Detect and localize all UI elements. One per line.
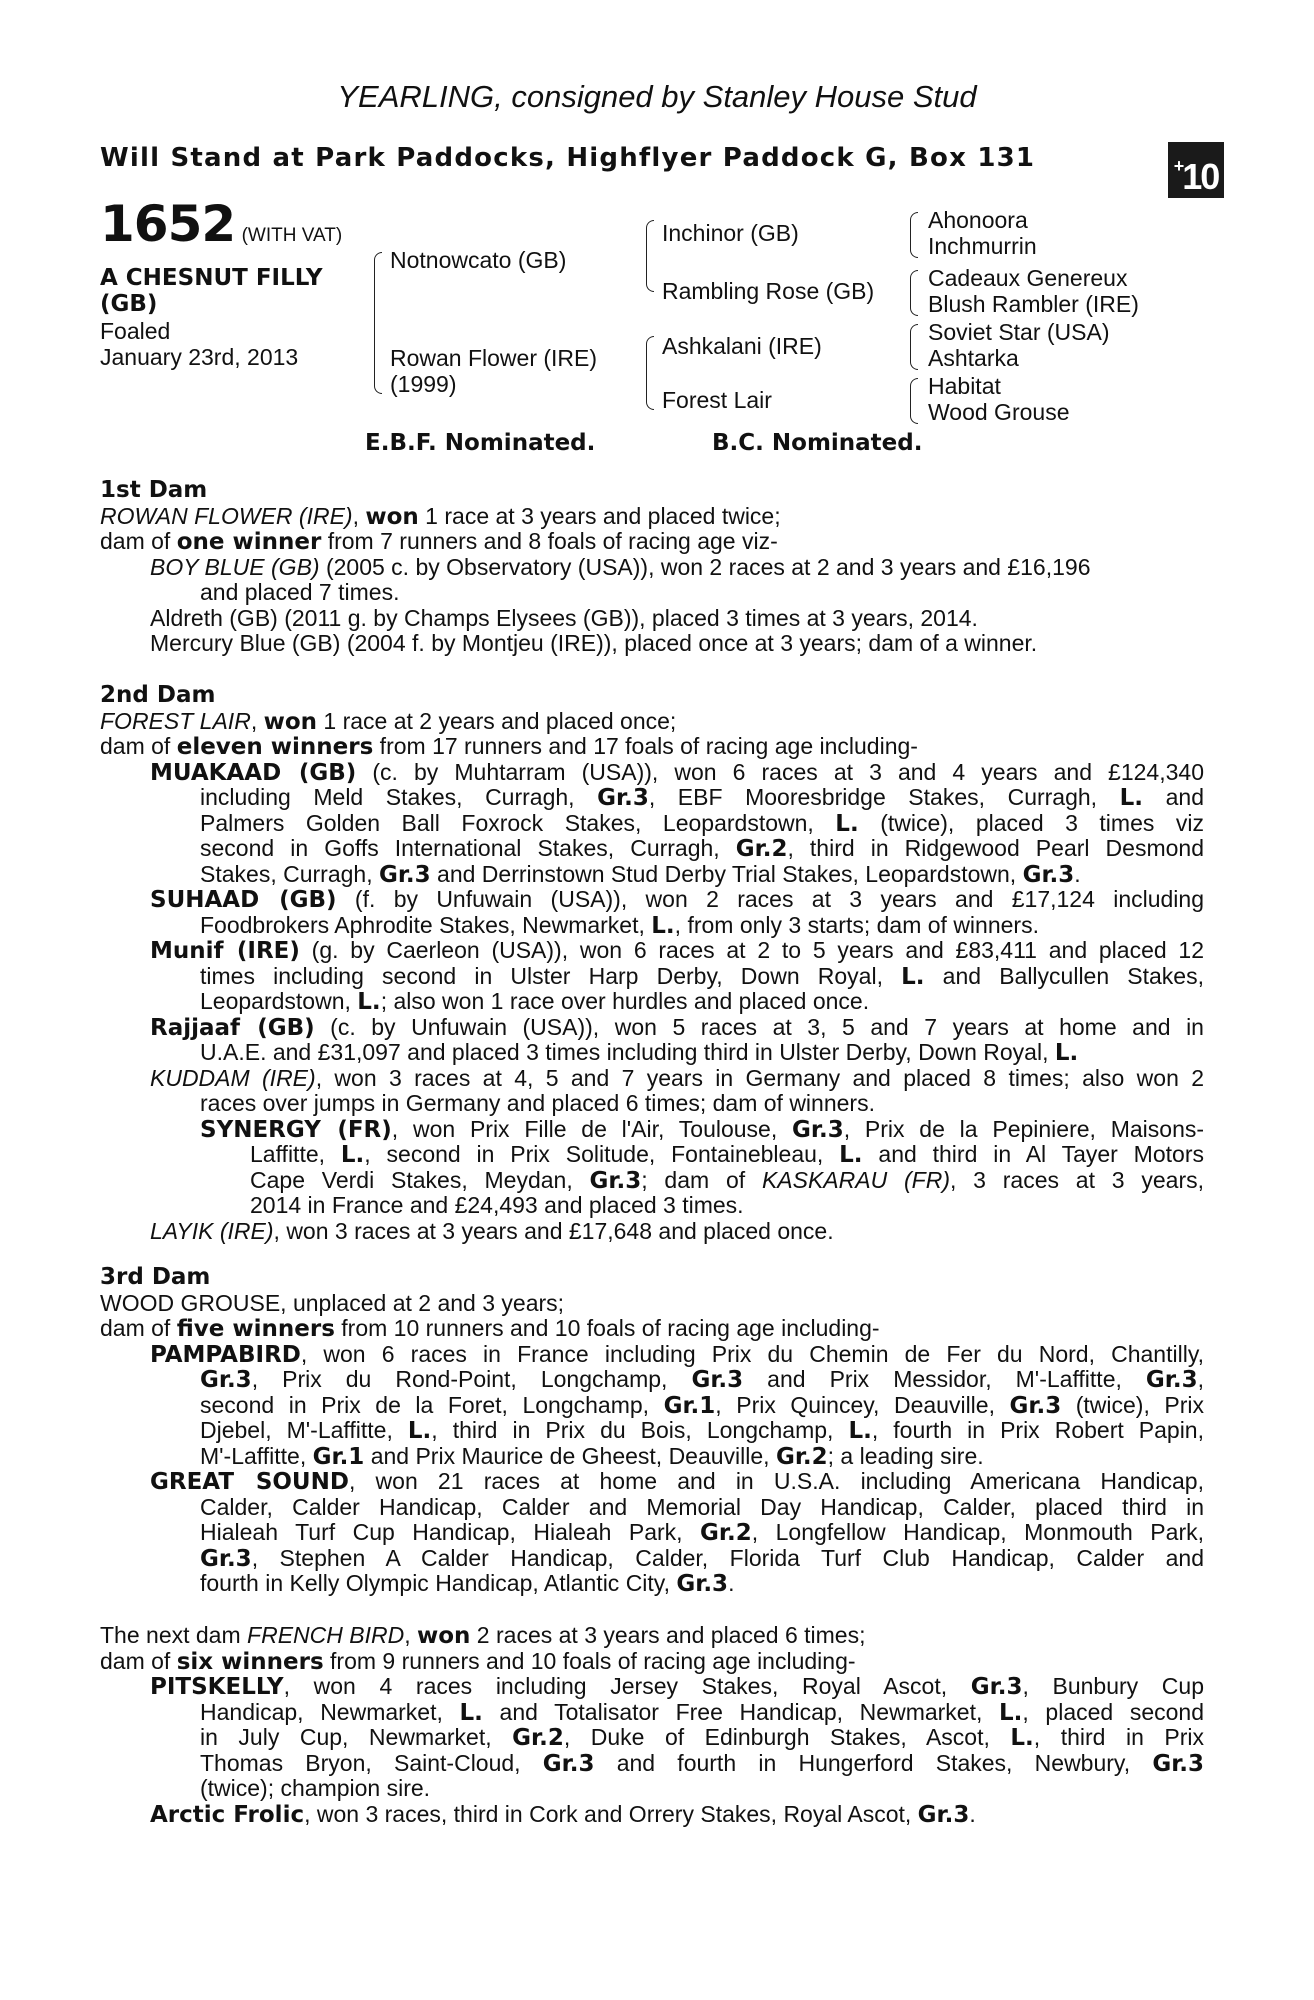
pedigree-brace-main (374, 252, 382, 394)
produce-line: Aldreth (GB) (2011 g. by Champs Elysees (GB)), placed 3 times at 3 years, 2014. (150, 604, 978, 631)
horse-name: FOREST LAIR (100, 707, 251, 734)
produce-line (100, 887, 1204, 913)
grade: Gr.3 (200, 1545, 252, 1572)
pedigree-brace-g3 (910, 324, 918, 370)
grade: Gr.3 (597, 785, 649, 811)
text: , won 4 races including Jersey Stakes, Royal Ascot, (283, 1673, 971, 1699)
text: (c. by Unfuwain (USA)), won 5 races at 3, 5 and 7 years at home and in (314, 1013, 1204, 1040)
grade: L. (459, 1699, 483, 1726)
text: from 9 runners and 10 foals of racing age including- (323, 1647, 856, 1674)
produce-line (100, 1444, 1204, 1470)
pedigree-gg-5: Soviet Star (USA) (928, 319, 1110, 345)
grade: Gr.3 (542, 1750, 595, 1777)
grade: L. (999, 1699, 1023, 1726)
text: and Prix Maurice de Gheest, Deauville, (364, 1442, 776, 1469)
pedigree-gg-4: Blush Rambler (IRE) (928, 291, 1139, 317)
horse-name: KASKARAU (FR) (761, 1166, 950, 1193)
text: , won 3 races at 3 years and £17,648 and placed once. (273, 1217, 834, 1244)
produce-line (100, 760, 1204, 786)
page-title: YEARLING, consigned by Stanley House Stud (337, 79, 977, 114)
text: , (404, 1622, 417, 1648)
text: , won Prix Fille de l'Air, Toulouse, (391, 1115, 793, 1142)
produce-line (100, 938, 1204, 964)
horse-name: KUDDAM (IRE) (150, 1064, 316, 1091)
text: (f. by Unfuwain (USA)), won 2 races at 3 years and £17,124 including (336, 886, 1205, 912)
produce-line (100, 1367, 1204, 1393)
text: ; also won 1 race over hurdles and placed once. (380, 988, 870, 1014)
section-heading: 1st Dam (100, 477, 208, 503)
pedigree-brace-g2 (910, 270, 918, 316)
text: , third in Prix du Bois, Longchamp, (431, 1417, 849, 1443)
grade: Gr.3 (676, 1571, 729, 1597)
text: , from only 3 starts; dam of winners. (674, 911, 1039, 938)
pedigree-brace-dam (646, 336, 654, 410)
text: , EBF Mooresbridge Stakes, Curragh, (648, 784, 1120, 810)
dam-line: WOOD GROUSE, unplaced at 2 and 3 years; (100, 1289, 565, 1316)
text: , Prix de la Pepiniere, Maisons- (843, 1115, 1205, 1142)
text: , Longfellow Handicap, Monmouth Park, (751, 1519, 1204, 1545)
text: from 10 runners and 10 foals of racing age including- (334, 1315, 880, 1341)
produce-line (100, 1520, 1204, 1546)
text: second in Prix de la Foret, Longchamp, (200, 1391, 664, 1418)
next-dam-section (100, 1623, 1204, 1827)
produce-line (100, 1342, 1204, 1368)
pedigree-gg-6: Ashtarka (928, 345, 1019, 371)
produce-line (100, 1802, 1204, 1828)
pedigree-brace-g4 (910, 378, 918, 424)
produce-line: 2014 in France and £24,493 and placed 3 times. (250, 1192, 744, 1218)
text: , third in Ridgewood Pearl Desmond (787, 835, 1204, 861)
winner-count: one winner (176, 529, 322, 555)
text: , (1197, 1366, 1204, 1392)
pedigree-dam-year: (1999) (390, 371, 457, 397)
pedigree-dam-sire: Ashkalani (IRE) (662, 333, 822, 359)
pedigree-dam-dam: Forest Lair (662, 387, 772, 413)
pedigree-sire-sire: Inchinor (GB) (662, 220, 799, 246)
grade: Gr.1 (663, 1392, 716, 1419)
grade: Gr.1 (312, 1443, 365, 1470)
grade: Gr.3 (970, 1674, 1023, 1700)
produce-line (100, 1418, 1204, 1444)
grade: Gr.3 (200, 1367, 252, 1393)
first-dam-section (100, 478, 1204, 657)
grade: L. (357, 989, 381, 1015)
text: , second in Prix Solitude, Fontainebleau, (364, 1141, 840, 1167)
text: Handicap, Newmarket, (200, 1698, 460, 1725)
text: including Meld Stakes, Curragh, (200, 784, 598, 810)
pedigree-dam: Rowan Flower (IRE) (390, 345, 598, 371)
produce-line (100, 1546, 1204, 1572)
text: Thomas Bryon, Saint-Cloud, (200, 1749, 543, 1776)
grade: L. (340, 1142, 365, 1168)
produce-line: Mercury Blue (GB) (2004 f. by Montjeu (IRE)), placed once at 3 years; dam of a winner. (150, 630, 1038, 656)
grade: L. (901, 963, 925, 990)
first-dam-line (100, 529, 1204, 555)
horse-name: BOY BLUE (GB) (150, 553, 320, 580)
produce-line (100, 1066, 1204, 1092)
grade: Gr.3 (691, 1367, 744, 1393)
second-dam-section (100, 683, 1204, 1244)
text: (twice), Prix (1061, 1391, 1205, 1418)
text: 1 race at 2 years and placed once; (317, 707, 677, 734)
text: 1 race at 3 years and placed twice; (418, 502, 781, 529)
horse-name: ROWAN FLOWER (IRE) (100, 502, 353, 529)
text: and fourth in Hungerford Stakes, Newbury, (594, 1749, 1153, 1776)
produce-line (100, 1393, 1204, 1419)
third-dam-section (100, 1265, 1204, 1597)
text: U.A.E. and £31,097 and placed 3 times including third in Ulster Derby, Down Royal, (200, 1039, 1055, 1065)
produce-line: and placed 7 times. (200, 579, 400, 605)
produce-line (100, 964, 1204, 990)
produce-line (100, 811, 1204, 837)
text: M'-Laffitte, (200, 1442, 313, 1469)
foaled-date: January 23rd, 2013 (100, 344, 299, 370)
winner-count: eleven winners (176, 734, 374, 760)
won-text: won (416, 1623, 471, 1649)
lot-name-line1: A CHESNUT FILLY (100, 265, 323, 291)
lot-name-line2: (GB) (100, 291, 158, 317)
produce-line (100, 1469, 1204, 1495)
text: , Stephen A Calder Handicap, Calder, Florida Turf Club Handicap, Calder and (251, 1544, 1204, 1571)
foaled-label: Foaled (100, 318, 171, 344)
text: , (352, 502, 366, 529)
produce-line (100, 555, 1204, 581)
text: . (728, 1570, 735, 1596)
text: ; dam of (641, 1166, 762, 1193)
text: dam of (100, 733, 177, 759)
text: Palmers Golden Ball Foxrock Stakes, Leopardstown, (200, 809, 836, 836)
horse-name: PAMPABIRD (150, 1341, 301, 1368)
text: Leopardstown, (200, 988, 358, 1014)
dam-line (100, 1316, 1204, 1342)
grade: L. (1054, 1040, 1079, 1066)
grade: L. (1119, 785, 1144, 811)
horse-name: GREAT SOUND (150, 1469, 349, 1495)
text: 2 races at 3 years and placed 6 times; (470, 1622, 866, 1648)
lot-number-row (100, 195, 343, 253)
text: fourth in Kelly Olympic Handicap, Atlantic City, (200, 1570, 677, 1596)
pedigree-gg-1: Ahonoora (928, 207, 1028, 233)
won-text: won (365, 503, 419, 530)
text: Hialeah Turf Cup Handicap, Hialeah Park, (200, 1519, 701, 1545)
dam-line (100, 1649, 1204, 1675)
text: and Derrinstown Stud Derby Trial Stakes, Leopardstown, (430, 860, 1023, 887)
text: and Ballycullen Stakes, (924, 962, 1204, 989)
grade: Gr.3 (1022, 861, 1075, 888)
text: . (969, 1800, 976, 1827)
text: The next dam (100, 1622, 248, 1648)
horse-name: Arctic Frolic (150, 1801, 305, 1828)
grade: Gr.2 (775, 1443, 828, 1470)
grade: Gr.3 (1145, 1367, 1198, 1393)
horse-name: Rajjaaf (GB) (150, 1014, 315, 1041)
dam-line: FOREST LAIR, won 1 race at 2 years and placed once; (100, 707, 677, 735)
grade: Gr.2 (735, 836, 788, 862)
text: (twice), placed 3 times viz (858, 809, 1204, 836)
text: Djebel, M'-Laffitte, (200, 1417, 408, 1443)
grade: L. (407, 1418, 432, 1444)
grade: Gr.2 (512, 1725, 564, 1751)
grade: L. (839, 1142, 863, 1168)
produce-line (100, 1725, 1204, 1751)
produce-line: races over jumps in Germany and placed 6 times; dam of winners. (200, 1090, 875, 1116)
horse-name: LAYIK (IRE) (150, 1217, 274, 1244)
produce-line (100, 862, 1204, 888)
horse-name: SYNERGY (FR) (200, 1116, 392, 1143)
horse-name: PITSKELLY (150, 1674, 284, 1700)
horse-name: Munif (IRE) (150, 938, 300, 964)
produce-line (100, 1751, 1204, 1777)
produce-line (100, 1571, 1204, 1597)
produce-line (100, 989, 1204, 1015)
produce-line (100, 1015, 1204, 1041)
text: , won 6 races in France including Prix du Chemin de Fer du Nord, Chantilly, (300, 1340, 1204, 1367)
produce-line (100, 1117, 1204, 1143)
pedigree-sire-dam: Rambling Rose (GB) (662, 278, 875, 304)
text: and third in Al Tayer Motors (862, 1141, 1204, 1167)
lot-number: 1652 (100, 195, 236, 253)
grade: Gr.2 (700, 1520, 752, 1546)
produce-line (100, 1168, 1204, 1194)
pedigree-gg-7: Habitat (928, 373, 1001, 399)
badge-number: 10 (1182, 156, 1219, 197)
produce-line (100, 1142, 1204, 1168)
produce-line (100, 1700, 1204, 1726)
grade: L. (651, 912, 675, 939)
text: , third in Prix (1033, 1724, 1204, 1750)
stand-location: Will Stand at Park Paddocks, Highflyer Paddock G, Box 131 (100, 143, 1036, 173)
text: Cape Verdi Stakes, Meydan, (250, 1166, 590, 1193)
grade: L. (848, 1418, 872, 1444)
vat-note: (WITH VAT) (241, 225, 343, 246)
grade: L. (835, 810, 859, 837)
produce-line (100, 1219, 1204, 1245)
pedigree-gg-8: Wood Grouse (928, 399, 1070, 425)
produce-line (100, 785, 1204, 811)
dam-line (100, 734, 1204, 760)
text: Foodbrokers Aphrodite Stakes, Newmarket, (200, 911, 652, 938)
text: from 17 runners and 17 foals of racing age including- (373, 733, 918, 759)
text: (2005 c. by Observatory (USA)), won 2 races at 2 and 3 years and £16,196 (319, 553, 1091, 580)
text: , Duke of Edinburgh Stakes, Ascot, (563, 1724, 1011, 1750)
text: dam of (100, 1315, 177, 1341)
text: dam of (100, 1647, 177, 1674)
grade: L. (1010, 1725, 1034, 1751)
text: Laffitte, (250, 1141, 341, 1167)
grade: Gr.3 (1152, 1750, 1205, 1777)
text: , placed second (1022, 1698, 1204, 1725)
produce-line: (twice); champion sire. (200, 1775, 431, 1801)
pedigree-gg-2: Inchmurrin (928, 233, 1037, 259)
ebf-nominated: E.B.F. Nominated. (365, 430, 596, 456)
winner-count: five winners (176, 1316, 335, 1342)
lot-badge (1168, 142, 1224, 198)
text: and Prix Messidor, M'-Laffitte, (743, 1366, 1146, 1392)
produce-line (100, 836, 1204, 862)
text: dam of (100, 528, 177, 554)
text: , Prix Quincey, Deauville, (715, 1391, 1010, 1418)
text: and (1143, 784, 1205, 810)
produce-line (100, 1040, 1204, 1066)
grade: Gr.3 (792, 1116, 844, 1143)
text: , fourth in Prix Robert Papin, (871, 1417, 1204, 1443)
text: Stakes, Curragh, (200, 860, 379, 887)
horse-name: SUHAAD (GB) (150, 887, 337, 913)
text: , 3 races at 3 years, (949, 1166, 1205, 1193)
section-heading: 2nd Dam (100, 682, 216, 708)
grade: Gr.3 (917, 1801, 970, 1828)
text: from 7 runners and 8 foals of racing age viz- (321, 528, 778, 554)
badge-plus: + (1173, 156, 1183, 176)
dam-line (100, 1623, 1204, 1649)
text: , Prix du Rond-Point, Longchamp, (251, 1366, 692, 1392)
winner-count: six winners (176, 1648, 324, 1675)
grade: Gr.3 (378, 861, 431, 888)
text: in July Cup, Newmarket, (200, 1724, 513, 1750)
text: . (1074, 860, 1081, 887)
bc-nominated: B.C. Nominated. (712, 430, 923, 456)
text: times including second in Ulster Harp Derby, Down Royal, (200, 962, 902, 989)
text: , won 3 races, third in Cork and Orrery Stakes, Royal Ascot, (304, 1800, 918, 1827)
horse-name: FRENCH BIRD (247, 1622, 405, 1648)
text: , won 21 races at home and in U.S.A. including Americana Handicap, (348, 1468, 1204, 1494)
section-heading: 3rd Dam (100, 1264, 211, 1290)
won-text: won (263, 708, 318, 735)
text: second in Goffs International Stakes, Curragh, (200, 835, 736, 861)
text: , won 3 races at 4, 5 and 7 years in Germany and placed 8 times; also won 2 (315, 1064, 1204, 1091)
pedigree-gg-3: Cadeaux Genereux (928, 265, 1128, 291)
first-dam-line (100, 504, 1204, 530)
horse-name: MUAKAAD (GB) (150, 759, 357, 786)
pedigree-sire: Notnowcato (GB) (390, 247, 567, 273)
produce-line: Calder, Calder Handicap, Calder and Memorial Day Handicap, Calder, placed third in (200, 1493, 1204, 1520)
produce-line (100, 913, 1204, 939)
pedigree-brace-sire (646, 220, 654, 292)
grade: Gr.3 (1009, 1392, 1062, 1419)
pedigree-brace-g1 (910, 212, 918, 258)
text: and Totalisator Free Handicap, Newmarket, (482, 1698, 999, 1725)
text: , Bunbury Cup (1022, 1673, 1205, 1699)
produce-line (100, 1674, 1204, 1700)
grade: Gr.3 (589, 1167, 642, 1194)
text: (c. by Muhtarram (USA)), won 6 races at 3 and 4 years and £124,340 (356, 758, 1204, 785)
text: (g. by Caerleon (USA)), won 6 races at 2 to 5 years and £83,411 and placed 12 (299, 937, 1204, 963)
text: ; a leading sire. (827, 1442, 984, 1469)
